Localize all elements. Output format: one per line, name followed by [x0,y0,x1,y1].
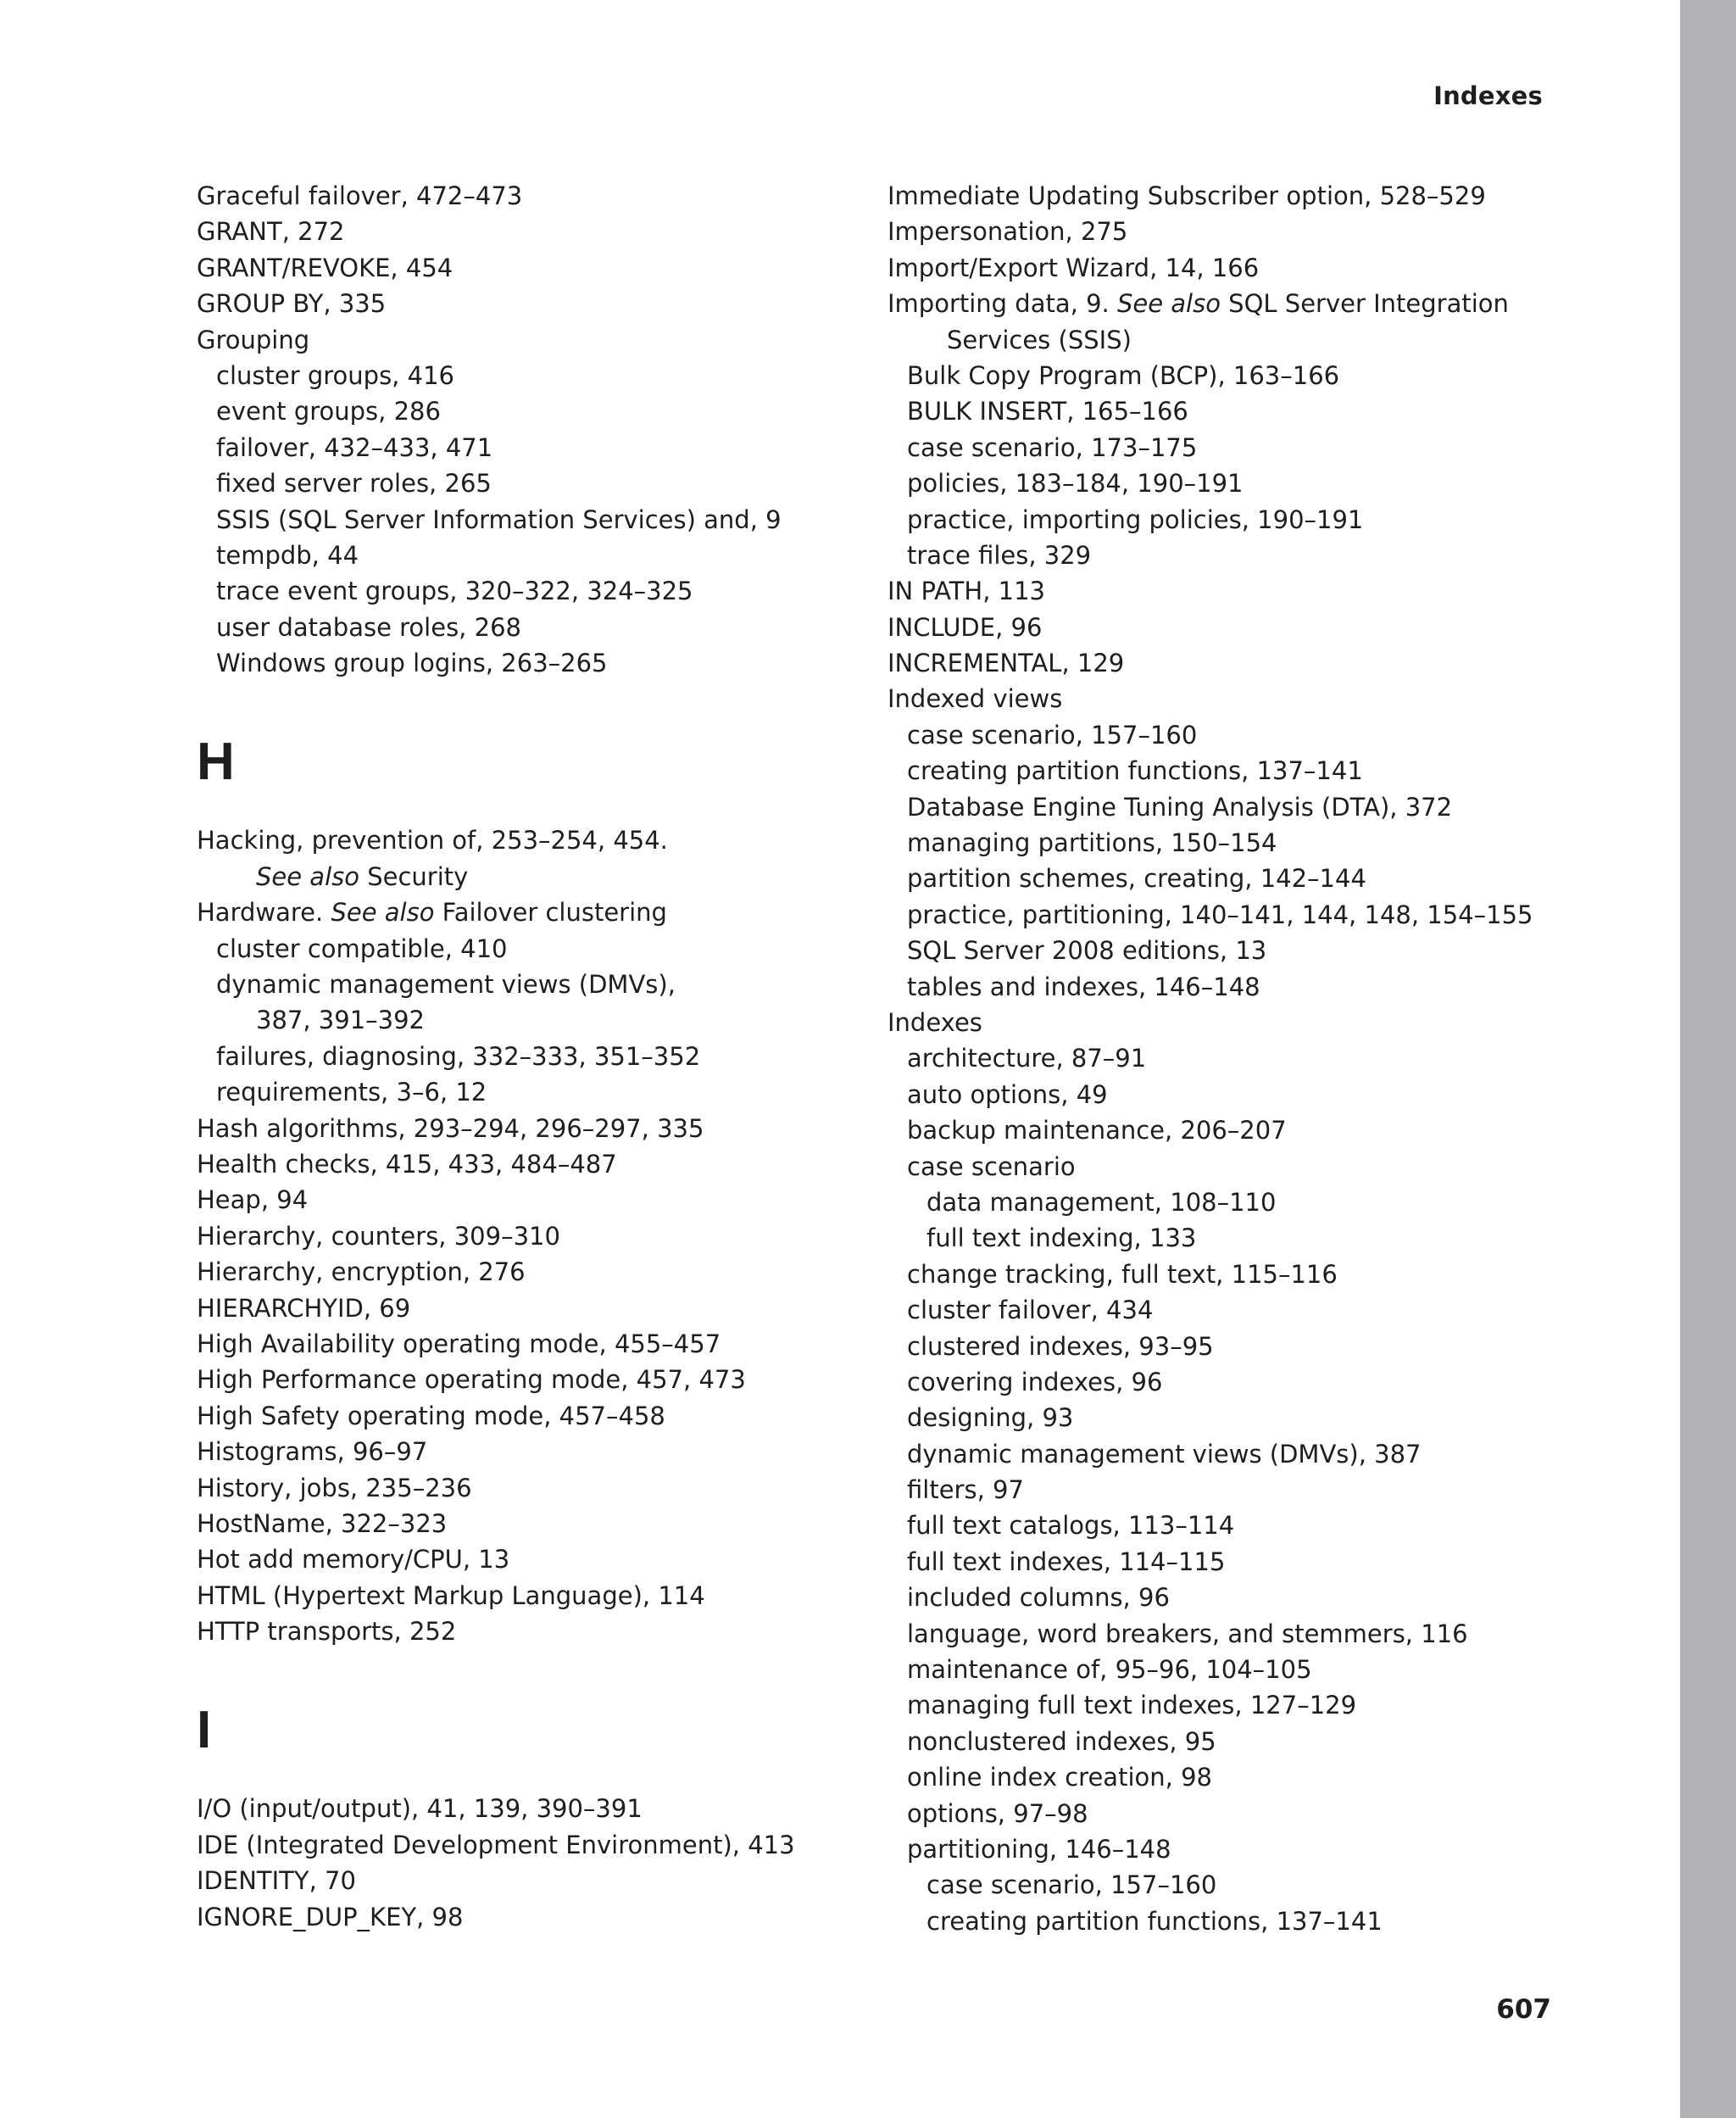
index-entry [197,1290,841,1326]
index-entry [197,1899,841,1935]
entry-text: Hardware. [197,898,331,928]
entry-text: language, word breakers, and stemmers, 116 [907,1619,1468,1648]
entry-text: IGNORE_DUP_KEY, 98 [197,1902,464,1931]
entry-text: Hacking, prevention of, 253–254, 454. [197,826,668,856]
index-entry [197,1182,841,1218]
index-entry [197,1254,841,1290]
index-entry-continuation [197,1002,841,1038]
index-subentry [887,1292,1650,1328]
entry-text: HIERARCHYID, 69 [197,1293,411,1323]
entry-text: Indexed views [887,684,1063,714]
entry-text: BULK INSERT, 165–166 [907,397,1188,426]
index-entry [197,1470,841,1506]
index-subentry [887,1616,1650,1652]
index-entry [887,645,1650,681]
entry-text: case scenario, 157–160 [926,1870,1217,1900]
entry-text: data management, 108–110 [926,1187,1277,1217]
entry-text: case scenario, 173–175 [907,432,1198,462]
index-subentry [197,645,841,681]
index-subentry [887,1436,1650,1472]
index-entry [197,1541,841,1577]
entry-text: Impersonation, 275 [887,217,1128,247]
index-column-right [887,178,1650,1939]
index-subentry [887,1759,1650,1795]
index-entry [887,178,1650,214]
entry-text: High Safety operating mode, 457–458 [197,1401,665,1430]
index-subentry [887,1831,1650,1867]
entry-text: HTML (Hypertext Markup Language), 114 [197,1580,705,1610]
cross-reference-target: Security [359,861,469,891]
index-subentry [887,1724,1650,1759]
index-subentry [887,465,1650,501]
index-entry [197,1506,841,1541]
index-entry [197,1398,841,1434]
entry-text: SSIS (SQL Server Information Services) and, 9 [216,504,782,534]
index-entry [887,286,1650,321]
entry-text: High Performance operating mode, 457, 473 [197,1365,746,1395]
cross-reference-target: SQL Server Integration [1220,289,1509,319]
entry-text: nonclustered indexes, 95 [907,1726,1216,1756]
index-entry [197,1863,841,1898]
entry-text: IN PATH, 113 [887,577,1045,606]
entry-text: tables and indexes, 146–148 [907,972,1260,1001]
index-subentry [887,1220,1650,1256]
entry-text: maintenance of, 95–96, 104–105 [907,1655,1312,1685]
index-entry [887,214,1650,249]
index-entry [197,1827,841,1863]
entry-text: 387, 391–392 [256,1006,425,1035]
entry-text: Hot add memory/CPU, 13 [197,1545,510,1575]
entry-text: Health checks, 415, 433, 484–487 [197,1149,617,1179]
entry-text: auto options, 49 [907,1079,1108,1109]
entry-text: covering indexes, 96 [907,1367,1163,1396]
entry-text: Grouping [197,325,310,354]
index-subentry [887,1257,1650,1292]
entry-text: cluster groups, 416 [216,360,454,390]
entry-text: Hash algorithms, 293–294, 296–297, 335 [197,1113,704,1143]
index-subentry [887,1364,1650,1400]
index-entry [197,1614,841,1649]
index-column-left [197,178,841,1935]
index-subentry [887,1544,1650,1580]
entry-text: online index creation, 98 [907,1763,1212,1792]
entry-text: full text catalogs, 113–114 [907,1511,1235,1541]
index-subentry [887,933,1650,968]
index-subentry [887,1472,1650,1508]
index-subentry [887,538,1650,573]
see-also-label: See also [256,861,359,891]
section-letter-heading: H [197,733,235,792]
index-entry [197,1326,841,1362]
entry-text: practice, partitioning, 140–141, 144, 148, 154–155 [907,900,1533,929]
entry-text: Hierarchy, encryption, 276 [197,1257,526,1287]
entry-text: creating partition functions, 137–141 [926,1906,1383,1936]
index-subentry [887,430,1650,465]
index-subentry [887,1329,1650,1364]
entry-text: dynamic management views (DMVs), [216,970,676,1000]
index-subentry [197,538,841,573]
entry-text: options, 97–98 [907,1798,1088,1828]
index-subentry [197,358,841,393]
entry-text: HTTP transports, 252 [197,1617,457,1647]
index-entry [197,1791,841,1826]
entry-text: tempdb, 44 [216,540,359,570]
index-subentry [887,1687,1650,1723]
index-subentry [887,1112,1650,1148]
entry-text: Histograms, 96–97 [197,1437,428,1467]
see-also-label: See also [331,898,435,928]
index-entry [887,1005,1650,1040]
index-entry [197,214,841,249]
index-subentry [197,573,841,609]
entry-text: included columns, 96 [907,1583,1170,1613]
index-subentry [887,1077,1650,1112]
index-subentry [197,502,841,538]
entry-text: partition schemes, creating, 142–144 [907,864,1366,894]
entry-text: Import/Export Wizard, 14, 166 [887,253,1260,282]
index-entry [197,822,841,858]
entry-text: case scenario [907,1151,1076,1181]
entry-text: HostName, 322–323 [197,1508,448,1538]
entry-text: INCREMENTAL, 129 [887,649,1125,678]
see-also-label: See also [1116,289,1221,319]
entry-text: IDE (Integrated Development Environment), 413 [197,1830,795,1859]
entry-text: event groups, 286 [216,397,441,426]
entry-text: policies, 183–184, 190–191 [907,469,1244,499]
entry-text: case scenario, 157–160 [907,720,1198,750]
index-subentry [887,1184,1650,1220]
entry-text: full text indexes, 114–115 [907,1547,1226,1576]
entry-text: requirements, 3–6, 12 [216,1078,487,1107]
index-subentry [887,502,1650,538]
entry-text: I/O (input/output), 41, 139, 390–391 [197,1794,643,1824]
entry-text: Hierarchy, counters, 309–310 [197,1221,560,1251]
index-subentry [887,897,1650,933]
entry-text: designing, 93 [907,1403,1074,1433]
entry-text: architecture, 87–91 [907,1044,1147,1073]
index-entry [197,1111,841,1146]
index-subentry [887,1508,1650,1543]
entry-text: SQL Server 2008 editions, 13 [907,936,1267,966]
index-entry [197,1578,841,1614]
index-entry [197,178,841,214]
entry-text: dynamic management views (DMVs), 387 [907,1439,1422,1469]
entry-text: Importing data, 9. [887,289,1117,319]
index-subentry [197,1039,841,1074]
entry-text: GRANT/REVOKE, 454 [197,253,453,282]
entry-text: managing partitions, 150–154 [907,828,1277,858]
index-subentry [887,1867,1650,1903]
index-subentry [887,753,1650,789]
index-subentry [887,358,1650,393]
entry-text: High Availability operating mode, 455–457 [197,1329,721,1358]
entry-text: failover, 432–433, 471 [216,432,493,462]
entry-text: change tracking, full text, 115–116 [907,1259,1338,1289]
entry-text: IDENTITY, 70 [197,1866,356,1896]
page-number: 607 [1496,1994,1551,2025]
entry-text: Database Engine Tuning Analysis (DTA), 372 [907,792,1453,822]
entry-text: GRANT, 272 [197,217,345,247]
index-subentry [887,717,1650,753]
entry-text: user database roles, 268 [216,612,521,642]
index-entry [197,1218,841,1254]
entry-text: History, jobs, 235–236 [197,1473,472,1502]
index-entry [197,250,841,286]
index-entry [887,681,1650,716]
index-subentry [197,430,841,465]
entry-text: INCLUDE, 96 [887,612,1043,642]
index-subentry [197,967,841,1002]
cross-reference-target: Failover clustering [434,898,667,928]
entry-text: Immediate Updating Subscriber option, 528–529 [887,181,1486,210]
index-entry-continuation [887,322,1650,358]
index-entry [887,250,1650,286]
running-head: Indexes [1433,81,1543,110]
entry-text: failures, diagnosing, 332–333, 351–352 [216,1041,701,1071]
index-subentry [887,969,1650,1005]
index-entry [887,610,1650,645]
index-subentry [887,861,1650,896]
index-subentry [887,1040,1650,1076]
index-subentry [197,931,841,967]
index-entry [197,1362,841,1397]
index-subentry [887,1652,1650,1687]
entry-text: clustered indexes, 93–95 [907,1331,1214,1361]
entry-text: Windows group logins, 263–265 [216,649,608,678]
entry-text: partitioning, 146–148 [907,1834,1171,1864]
index-entry [197,895,841,930]
index-subentry [887,1400,1650,1435]
index-entry-continuation [197,859,841,895]
index-subentry [887,1149,1650,1184]
index-subentry [197,465,841,501]
section-letter-heading: I [197,1701,212,1760]
entry-text: GROUP BY, 335 [197,289,387,319]
page-edge-tab [1680,0,1736,2118]
index-subentry [887,393,1650,429]
entry-text: filters, 97 [907,1475,1024,1505]
entry-text: cluster compatible, 410 [216,934,508,963]
entry-text: Indexes [887,1007,982,1037]
entry-text: cluster failover, 434 [907,1296,1154,1325]
entry-text: Graceful failover, 472–473 [197,181,523,210]
index-subentry [887,1580,1650,1615]
index-subentry [887,825,1650,861]
entry-text: full text indexing, 133 [926,1223,1197,1253]
entry-text: creating partition functions, 137–141 [907,756,1363,786]
index-entry [197,322,841,358]
index-entry [197,286,841,321]
index-entry [197,1146,841,1182]
index-subentry [197,1074,841,1110]
entry-text: trace event groups, 320–322, 324–325 [216,577,693,606]
entry-text: Services (SSIS) [947,325,1132,354]
index-entry [887,573,1650,609]
index-subentry [197,610,841,645]
entry-text: practice, importing policies, 190–191 [907,504,1364,534]
entry-text: trace files, 329 [907,540,1092,570]
index-entry [197,1434,841,1469]
entry-text: Heap, 94 [197,1185,309,1215]
index-subentry [197,393,841,429]
entry-text: managing full text indexes, 127–129 [907,1691,1357,1720]
index-subentry [887,1796,1650,1831]
entry-text: fixed server roles, 265 [216,469,492,499]
entry-text: Bulk Copy Program (BCP), 163–166 [907,360,1340,390]
entry-text: backup maintenance, 206–207 [907,1116,1287,1145]
index-subentry [887,1903,1650,1939]
index-subentry [887,789,1650,825]
